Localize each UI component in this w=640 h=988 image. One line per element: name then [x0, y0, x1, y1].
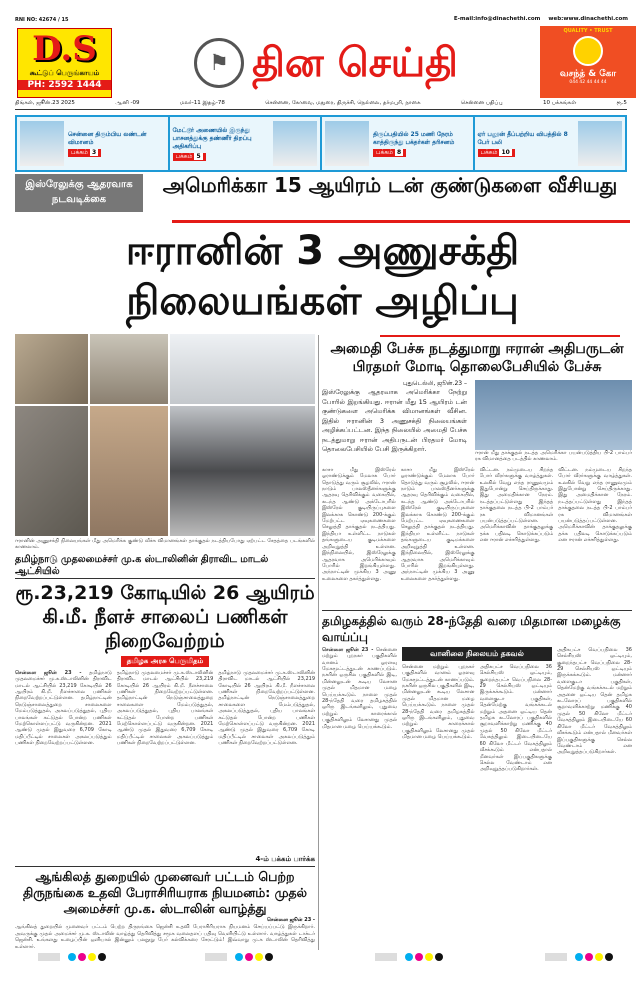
vasanth-brand: வசந்த் & கோ [559, 69, 617, 79]
teaser-item[interactable] [17, 117, 170, 170]
column-rule [318, 335, 319, 950]
lead-headline-top[interactable]: அமெரிக்கா 15 ஆயிரம் டன் குண்டுகளை வீசியது [162, 173, 618, 197]
modi-body: விட்டன. நம்முடைய சிறந்த போர் வீரர்களுக்கு வாழ்த்துகள். உலகில் வேறு எந்த ராணுவமும் இதுபோன்று செய்திருக்காது. இது அமைதிக்கான நேரம். நடத்தப்பட்டுள்ளது இந்தத் தாக்குதலை நடத்த பி-2 பாம்பர் ரக விமானங்கள் பயன்படுத்தப்பட்டுள்ளன. அமெரிக்காவின் தாக்குதலுக்கு தக்க பதிலடி கொடுக்கப்படும் என ஈரான் எச்சரித்துள்ளது. [479, 466, 554, 544]
teaser-item[interactable] [322, 117, 475, 170]
page-label: பக்கம் [71, 148, 88, 156]
modi-headline[interactable]: அமைதி பேச்சு நடத்துமாறு ஈரான் அதிபருடன் பிரதமர் மோடி தொலைபேசியில் பேச்சு [330, 341, 624, 375]
professor-headline[interactable]: ஆங்கிலத் துறையில் முனைவர் பட்டம் பெற்ற திருநங்கை உதவி பேராசிரியராக நியமனம்: முதல் அமைச்சர் மு.க. ஸ்டாலின் வாழ்த்து [15, 866, 315, 917]
ds-ad[interactable] [17, 28, 112, 98]
registration-marks [205, 953, 273, 961]
masthead-title: தின செய்தி [252, 39, 458, 86]
teaser-text: திருப்பதியில் 25 மணி நேரம் காத்திருந்து பக்தர்கள் தரிசனம் [373, 130, 455, 146]
modi-col-4 [558, 467, 632, 607]
page-ref[interactable] [478, 149, 515, 157]
modi-col-2 [401, 467, 475, 607]
lead-kicker: இஸ்ரேலுக்கு ஆதரவாக நடவடிக்கை [15, 174, 143, 212]
vasanth-ad[interactable] [540, 26, 636, 98]
weather-col-1 [322, 647, 397, 950]
weather-body: அதிகபட்ச வெப்பநிலை 36 செல்சியஸ் ஒட்டியும், குறைந்தபட்ச வெப்பநிலை 28-29 செல்சியஸ் ஒட்டியும் இருக்கக்கூடும். மன்னார் வளைகுடா பகுதிகள், தென்மேற்கு வங்கக்கடல் மற்றும் அதனை ஒட்டிய தென் தமிழக கடலோரப் பகுதிகளில் சூறாவளிக்காற்று மணிக்கு 40 முதல் 50 கிலோ மீட்டர் வேகத்திலும் இடையிடையே 60 கிலோ மீட்டர் வேகத்திலும் வீசக்கூடும் என்பதால் மீனவர்கள் இப்பகுதிகளுக்கு செல்ல வேண்டாம் என அறிவுறுத்தப்படுகிறார்கள். [557, 646, 632, 756]
roads-body: தமிழ்நாடு முதலமைச்சர் மு.க.ஸ்டாலினின் திராவிட மாடல் ஆட்சியில் 23,219 கோடியில் 26 ஆயிரம் கி.மீ. நீளச்சாலை பணிகள் நிறைவேற்றப்பட்டுள்ளன. தமிழ்நாட்டின் நெடுஞ்சாலைத்துறை சாலைகளை மேம்படுத்துதல், அகலப்படுத்துதல், புதிய பாலங்கள் கட்டுதல் போன்ற பணிகள் மேற்கொள்ளப்பட்டு வருகின்றன. 2021 ஆண்டு முதல் இதுவரை 6,709 கோடி மதிப்பீட்டில் சாலைகள் அகலப்படுத்தும் பணிகள் நிறைவேற்றப்பட்டுள்ளன. [15, 669, 112, 747]
teaser-image [273, 121, 317, 166]
page-label: பக்கம் [480, 148, 498, 156]
right-column [322, 335, 632, 950]
modi-body: காசா மீது இஸ்ரேல் ஓராண்டுக்கும் மேலாக போர் தொடுத்து வரும் சூழலில், ஈரான் நாடும் பாலஸ்தீனர்களுக்கு ஆதரவு தெரிவிக்கும் வகையில், கடந்த ஆண்டு அக்டோபரில் இஸ்ரேல் குடியிருப்புகளை இலக்காக கொண்டு 200-க்கும் மேற்பட்ட ஏவுகணைகளை செலுத்தி தாக்குதல் நடத்தியது. இந்தியா உள்ளிட்ட நாடுகள் தங்களுடைய குடிமக்களை அறிவுறுத்தி உள்ளன. இந்நிலையில், இஸ்ரேலுக்கு ஆதரவாக அமெரிக்காவும் போரில் இறங்கியுள்ளது. அந்நாட்டின் முக்கிய 3 அணு உலைகளை தகர்த்துள்ளது. [400, 466, 475, 582]
lead-headline-main[interactable]: ஈரானின் 3 அணுசக்தி நிலையங்கள் அழிப்பு [125, 228, 520, 324]
weather-col-3 [480, 664, 553, 950]
cities: சென்னை, கோவை, மதுரை, திருச்சி, நெல்லை, தர்மபுரி, நாகை [265, 100, 421, 106]
modi-col-1 [322, 467, 396, 607]
page-number: 5 [196, 152, 201, 160]
satellite-photo [90, 334, 168, 404]
page-number: 10 [501, 148, 510, 156]
registration-marks [545, 953, 613, 961]
page-label: பக்கம் [376, 148, 393, 156]
weather-body: சென்னை மற்றும் புறநகர் பகுதிகளில் வானம் ஓரளவு மேகமூட்டத்துடன் காணப்படும். நகரின் ஒருசில பகுதிகளில் இடி, மின்னலுடன் கூடிய லேசான முதல் மிதமான மழை பெய்யக்கூடும். நாளை முதல் 28-ந்தேதி வரை தமிழகத்தில் ஒரிரு இடங்களிலும், புதுவை மற்றும் காரைக்கால் பகுதிகளிலும் லேசானது முதல் மிதமான மழை பெய்யக்கூடும். [402, 663, 475, 741]
roads-kicker: தமிழ்நாடு முதலமைச்சர் மு.க ஸ்டாலினின் திராவிட மாடல் ஆட்சியில் [15, 554, 315, 579]
page-ref[interactable] [173, 153, 206, 161]
weather-col-4 [557, 647, 632, 950]
registration-marks [38, 953, 106, 961]
weather-col-2 [402, 664, 475, 950]
contact-links [454, 16, 628, 22]
explosion-photo [170, 334, 315, 404]
teaser-image [325, 121, 369, 166]
photo-caption: ஈரானின் அணுசக்தி நிலையங்கள் மீது அமெரிக்க குண்டு வீச்சு விமானங்கள் தாக்குதல் நடத்தியபோது ஏற்பட்ட சேதத்தை படங்களில் காணலாம். [15, 538, 315, 551]
left-column [15, 334, 315, 950]
weather-headline[interactable]: தமிழகத்தில் வரும் 28-ந்தேதி வரை மிதமான மழைக்கு வாய்ப்பு [322, 610, 632, 645]
roads-col-1 [15, 670, 112, 854]
divider [380, 335, 620, 337]
teaser-item[interactable] [170, 117, 323, 170]
satellite-photo [15, 334, 88, 404]
vasanth-logo [573, 36, 603, 66]
teaser-image [20, 121, 64, 166]
professor-body: ஆங்கிலத் துறையில் முனைவர் பட்டம் பெற்ற திருநங்கை ஜென்சி உதவி பேராசிரியராக நியமனம் செய்யப்பட்டு இருக்கிறார். அவருக்கு முதல் அமைச்சர் மு.க. ஸ்டாலின் வாழ்த்து தெரிவித்து சமூக வலைதளப் பதிவு வெளியிட்டு உள்ளார். வாழ்த்துகள் டாக்டர் ஜென்சி. உங்களது உழைப்பின் ஒளியால் இன்னும் பலநூறு பேர் கல்விக்கரை சேரட்டும்! இவ்வாறு மு.க ஸ்டாலின் தெரிவித்து உள்ளார். [15, 924, 315, 950]
roads-headline[interactable]: ரூ.23,219 கோடியில் 26 ஆயிரம் கி.மீ. நீளச் சாலைப் பணிகள் நிறைவேற்றம் [15, 581, 315, 652]
page-ref[interactable] [68, 149, 101, 157]
roads-col-2 [117, 670, 214, 854]
edition: சென்னை பதிப்பு [460, 100, 503, 106]
email-link[interactable]: E-mail:info@dinachethi.com [453, 16, 541, 22]
bomber-photo [475, 380, 632, 450]
divider [172, 220, 630, 223]
teaser-text: சென்னை திரும்பிய லண்டன் விமானம் [68, 130, 147, 146]
teaser-image [578, 121, 622, 166]
ds-phone: PH: 2592 1444 [18, 80, 111, 90]
weather-box: வானிலை நிலையம் தகவல் [402, 647, 552, 661]
roads-body: தமிழ்நாடு முதலமைச்சர் மு.க.ஸ்டாலினின் திராவிட மாடல் ஆட்சியில் 23,219 கோடியில் 26 ஆயிரம் கி.மீ. நீளச்சாலை பணிகள் நிறைவேற்றப்பட்டுள்ளன. தமிழ்நாட்டின் நெடுஞ்சாலைத்துறை சாலைகளை மேம்படுத்துதல், அகலப்படுத்துதல், புதிய பாலங்கள் கட்டுதல் போன்ற பணிகள் மேற்கொள்ளப்பட்டு வருகின்றன. 2021 ஆண்டு முதல் இதுவரை 6,709 கோடி மதிப்பீட்டில் சாலைகள் அகலப்படுத்தும் பணிகள் நிறைவேற்றப்பட்டுள்ளன. [218, 669, 316, 747]
smoke-city-photo [170, 406, 315, 536]
photo-collage [15, 334, 315, 536]
vasanth-tagline: QUALITY • TRUST [563, 28, 613, 34]
weather-body: அதிகபட்ச வெப்பநிலை 36 செல்சியஸ் ஒட்டியும், குறைந்தபட்ச வெப்பநிலை 28-29 செல்சியஸ் ஒட்டியும் இருக்கக்கூடும். மன்னார் வளைகுடா பகுதிகள், தென்மேற்கு வங்கக்கடல் மற்றும் அதனை ஒட்டிய தென் தமிழக கடலோரப் பகுதிகளில் சூறாவளிக்காற்று மணிக்கு 40 முதல் 50 கிலோ மீட்டர் வேகத்திலும் இடையிடையே 60 கிலோ மீட்டர் வேகத்திலும் வீசக்கூடும் என்பதால் மீனவர்கள் இப்பகுதிகளுக்கு செல்ல வேண்டாம் என அறிவுறுத்தப்படுகிறார்கள். [479, 663, 552, 773]
price: ரூ.5 [616, 100, 627, 106]
masthead [120, 28, 532, 98]
satellite-photo [15, 406, 88, 536]
registration-marks [375, 953, 443, 961]
tamil-month: ஆனி -09 [115, 100, 140, 106]
modi-lead-row [322, 380, 632, 463]
satellite-photo [90, 406, 168, 536]
teaser-text: மேட்டூர் அணையில் இருந்து பாசனத்துக்கு தண்ணீர் திறப்பு அதிகரிப்பு [172, 126, 252, 150]
emblem-logo: ⚑ [194, 38, 244, 88]
modi-col-3 [480, 467, 554, 607]
roads-tag: தமிழக அரசு பெருமிதம் [121, 656, 210, 667]
page-label: பக்கம் [175, 152, 193, 160]
page-count: 10 பக்கங்கள் [542, 100, 577, 106]
modi-body: காசா மீது இஸ்ரேல் ஓராண்டுக்கும் மேலாக போர் தொடுத்து வரும் சூழலில், ஈரான் நாடும் பாலஸ்தீனர்களுக்கு ஆதரவு தெரிவிக்கும் வகையில், கடந்த ஆண்டு அக்டோபரில் இஸ்ரேல் குடியிருப்புகளை இலக்காக கொண்டு 200-க்கும் மேற்பட்ட ஏவுகணைகளை செலுத்தி தாக்குதல் நடத்தியது. இந்தியா உள்ளிட்ட நாடுகள் தங்களுடைய குடிமக்களை அறிவுறுத்தி உள்ளன. இந்நிலையில், இஸ்ரேலுக்கு ஆதரவாக அமெரிக்காவும் போரில் இறங்கியுள்ளது. அந்நாட்டின் முக்கிய 3 அணு உலைகளை தகர்த்துள்ளது. [322, 466, 396, 582]
vasanth-phone: 044 42 44 44 44 [569, 80, 607, 85]
continued-link[interactable]: 4-ம் பக்கம் பார்க்க [255, 855, 315, 864]
rni-number: RNI NO: 42674 / 15 [15, 17, 69, 23]
modi-dateline: புதுடெல்லி, ஜூன்.23 – [403, 380, 467, 387]
roads-dateline: சென்னை ஜூன் 23 - [15, 669, 82, 676]
page-number: 8 [396, 148, 402, 156]
teaser-item[interactable] [475, 117, 626, 170]
professor-dateline: சென்னை ஜூன் 23 - [266, 917, 315, 924]
page-ref[interactable] [373, 149, 406, 157]
modi-columns [322, 467, 632, 607]
roads-columns [15, 670, 315, 854]
page-number: 3 [91, 148, 97, 156]
weather-columns [322, 647, 632, 950]
weather-body: சென்னை மற்றும் புறநகர் பகுதிகளில் வானம் ஓரளவு மேகமூட்டத்துடன் காணப்படும். நகரின் ஒருசில பகுதிகளில் இடி, மின்னலுடன் கூடிய லேசான முதல் மிதமான மழை பெய்யக்கூடும். நாளை முதல் 28-ந்தேதி வரை தமிழகத்தில் ஒரிரு இடங்களிலும், புதுவை மற்றும் காரைக்கால் பகுதிகளிலும் லேசானது முதல் மிதமான மழை பெய்யக்கூடும். [322, 646, 397, 730]
roads-col-3 [218, 670, 315, 854]
modi-body: விட்டன. நம்முடைய சிறந்த போர் வீரர்களுக்கு வாழ்த்துகள். உலகில் வேறு எந்த ராணுவமும் இதுபோன்று செய்திருக்காது. இது அமைதிக்கான நேரம். நடத்தப்பட்டுள்ளது இந்தத் தாக்குதலை நடத்த பி-2 பாம்பர் ரக விமானங்கள் பயன்படுத்தப்பட்டுள்ளன. அமெரிக்காவின் தாக்குதலுக்கு தக்க பதிலடி கொடுக்கப்படும் என ஈரான் எச்சரித்துள்ளது. [558, 466, 632, 544]
roads-body: தமிழ்நாடு முதலமைச்சர் மு.க.ஸ்டாலினின் திராவிட மாடல் ஆட்சியில் 23,219 கோடியில் 26 ஆயிரம் கி.மீ. நீளச்சாலை பணிகள் நிறைவேற்றப்பட்டுள்ளன. தமிழ்நாட்டின் நெடுஞ்சாலைத்துறை சாலைகளை மேம்படுத்துதல், அகலப்படுத்துதல், புதிய பாலங்கள் கட்டுதல் போன்ற பணிகள் மேற்கொள்ளப்பட்டு வருகின்றன. 2021 ஆண்டு முதல் இதுவரை 6,709 கோடி மதிப்பீட்டில் சாலைகள் அகலப்படுத்தும் பணிகள் நிறைவேற்றப்பட்டுள்ளன. [116, 669, 214, 747]
dateline-strip [15, 100, 627, 110]
modi-lead: இஸ்ரேலுக்கு ஆதரவாக அமெரிக்கா நேற்று போரில் இறங்கியது. ஈரான் மீது 15 ஆயிரம் டன் குண்டுகளை அமெரிக்க விமானங்கள் வீசின. இதில் ஈரானின் 3 அணுசக்தி நிலையங்கள் அழிக்கப்பட்டன. இந்த நிலையில் அமைதி பேச்சு நடத்துமாறு ஈரான் அதிபருடன் பிரதமர் மோடி தொலைபேசியில் பேசி இருக்கிறார். [322, 388, 467, 453]
teaser-text: ஏர் பலூன் தீப்பற்றிய விபத்தில் 8 பேர் பலி [477, 130, 568, 146]
teaser-strip [15, 115, 627, 172]
volume: மலர்-11 இதழ்-78 [179, 100, 225, 106]
weather-dateline: சென்னை ஜூன் 23 - [322, 646, 374, 653]
date: திங்கள், ஜூன்.23 2025 [15, 100, 75, 106]
ds-product: கூட்டுப் பெருங்காயம் [29, 69, 100, 77]
web-link[interactable]: web:www.dinachethi.com [548, 16, 628, 22]
photo-caption: ஈரான் மீது தாக்குதல் நடத்த அமெரிக்கா பயன்படுத்திய பி-2 பாம்பர் ரக விமானத்தை படத்தில் காணலாம். [475, 450, 632, 463]
ds-brand: D.S [32, 29, 97, 69]
